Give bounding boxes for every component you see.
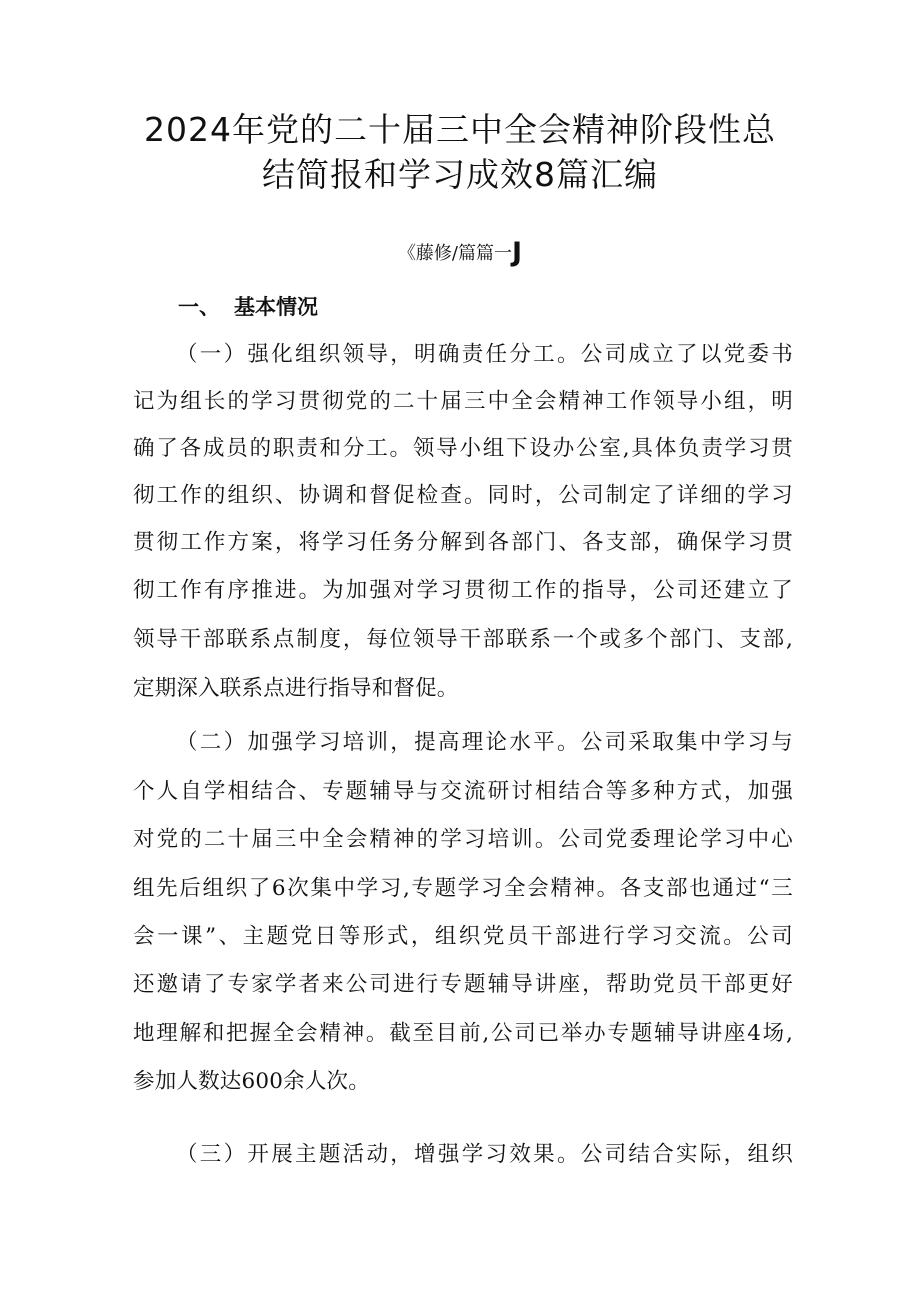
section-heading-label: 基本情况 bbox=[234, 295, 318, 319]
paragraph-1-line: 定期深入联系点进行指导和督促。 bbox=[133, 676, 459, 701]
paragraph-1-line: 确了各成员的职责和分工。领导小组下设办公室,具体负责学习贯 bbox=[133, 436, 793, 461]
paragraph-1-line: 贯彻工作方案，将学习任务分解到各部门、各支部，确保学习贯 bbox=[133, 530, 793, 555]
paragraph-1-line: 记为组长的学习贯彻党的二十届三中全会精神工作领导小组，明 bbox=[133, 389, 793, 414]
paragraph-2-line: 地理解和把握全会精神。截至目前,公司已举办专题辅导讲座4场, bbox=[133, 1021, 793, 1046]
subtitle-mark: J bbox=[512, 237, 523, 268]
paragraph-3-line: （三）开展主题活动，增强学习效果。公司结合实际，组织 bbox=[176, 1142, 793, 1167]
subtitle-text: 《藤修/篇篇一 bbox=[397, 243, 513, 264]
paragraph-2-line: 组先后组织了6次集中学习,专题学习全会精神。各支部也通过“三 bbox=[133, 876, 793, 901]
paragraph-1-line: （一）强化组织领导，明确责任分工。公司成立了以党委书 bbox=[176, 342, 793, 367]
paragraph-2-line: 会一课”、主题党日等形式，组织党员干部进行学习交流。公司 bbox=[133, 924, 793, 949]
paragraph-1-line: 彻工作有序推进。为加强对学习贯彻工作的指导，公司还建立了 bbox=[133, 578, 793, 603]
paragraph-2-line: （二）加强学习培训，提高理论水平。公司采取集中学习与 bbox=[176, 730, 793, 755]
paragraph-2-line: 还邀请了专家学者来公司进行专题辅导讲座，帮助党员干部更好 bbox=[133, 972, 793, 997]
section-heading-number: 一、 bbox=[178, 295, 220, 319]
document-title-line-2: 结简报和学习成效8篇汇编 bbox=[262, 155, 658, 194]
paragraph-1-line: 彻工作的组织、协调和督促检查。同时，公司制定了详细的学习 bbox=[133, 483, 793, 508]
document-title-line-1: 2024年党的二十届三中全会精神阶段性总 bbox=[144, 110, 776, 149]
paragraph-2-line: 个人自学相结合、专题辅导与交流研讨相结合等多种方式，加强 bbox=[133, 779, 793, 804]
paragraph-1-line: 领导干部联系点制度，每位领导干部联系一个或多个部门、支部, bbox=[133, 627, 793, 652]
section-heading-basic bbox=[178, 292, 318, 322]
section-subtitle bbox=[0, 237, 920, 268]
paragraph-2-line: 参加人数达600余人次。 bbox=[133, 1069, 370, 1094]
paragraph-2-line: 对党的二十届三中全会精神的学习培训。公司党委理论学习中心 bbox=[133, 827, 793, 852]
